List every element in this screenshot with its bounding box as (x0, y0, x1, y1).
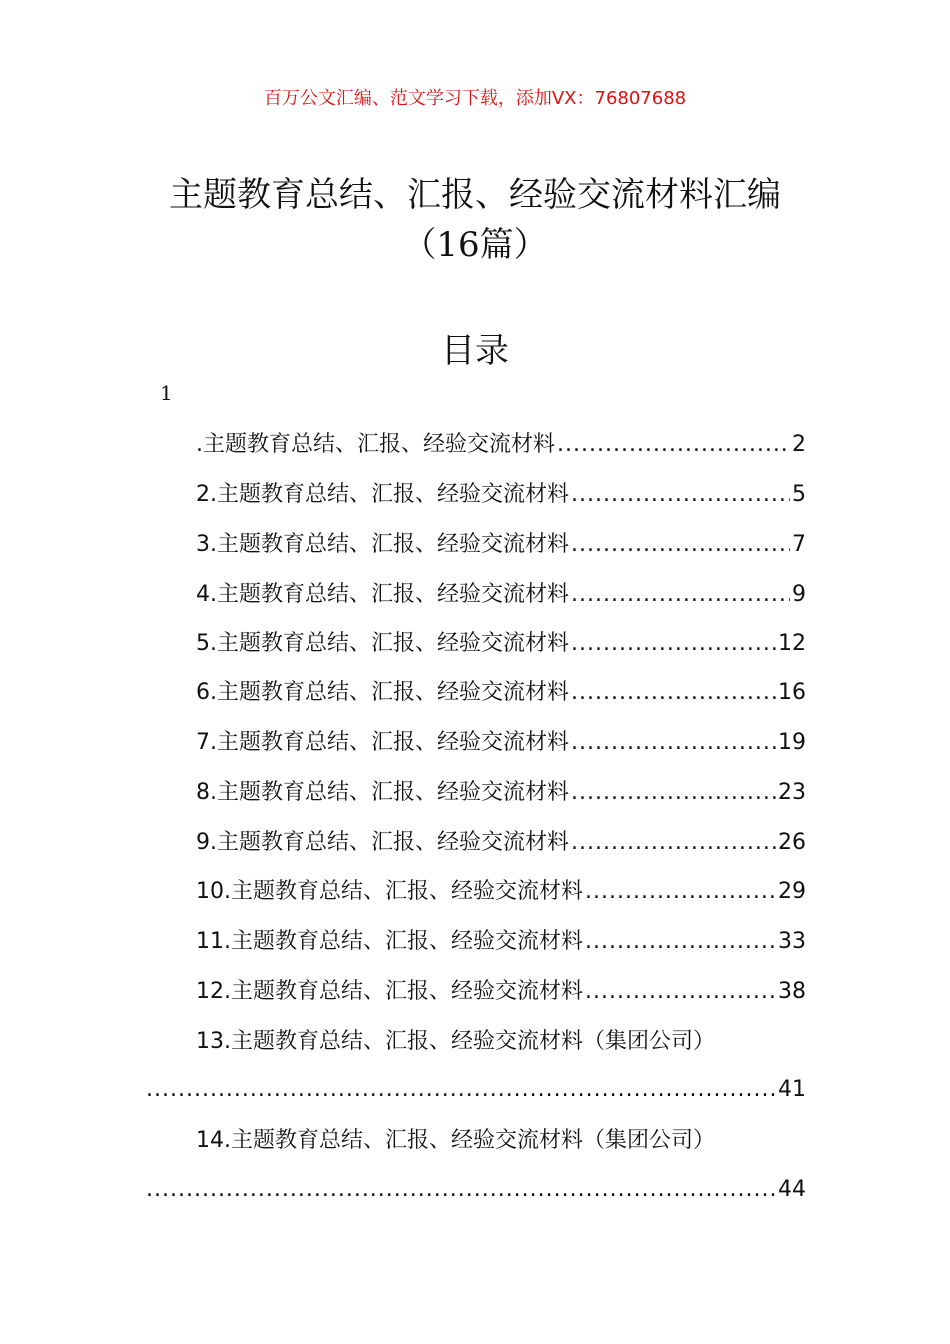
toc-entry-continuation[interactable] (146, 1075, 806, 1105)
toc-entry-page: 9 (792, 582, 806, 607)
toc-entry-page: 12 (778, 631, 806, 656)
toc-entry-label: 11.主题教育总结、汇报、经验交流材料 (196, 929, 583, 954)
toc-entry-label: 8.主题教育总结、汇报、经验交流材料 (196, 780, 569, 805)
toc-entry-label: 12.主题教育总结、汇报、经验交流材料 (196, 979, 583, 1004)
title-line-1: 主题教育总结、汇报、经验交流材料汇编 (169, 175, 781, 215)
toc-leader-dots (585, 877, 776, 907)
toc-leader-dots (571, 530, 790, 560)
download-banner: 百万公文汇编、范文学习下载，添加VX：76807688 (263, 88, 687, 109)
toc-entry-label[interactable]: 14.主题教育总结、汇报、经验交流材料（集团公司） (196, 1128, 715, 1153)
toc-entry-label: .主题教育总结、汇报、经验交流材料 (196, 432, 555, 457)
toc-entry-page: 23 (778, 780, 806, 805)
toc-heading: 目录 (441, 331, 509, 371)
toc-entry-page: 5 (792, 482, 806, 507)
toc-entry[interactable] (196, 877, 806, 907)
toc-entry-label: 3.主题教育总结、汇报、经验交流材料 (196, 532, 569, 557)
toc-entry[interactable] (196, 778, 806, 808)
toc-leader-dots (146, 1075, 776, 1105)
toc-entry[interactable] (196, 728, 806, 758)
toc-entry-page: 29 (778, 879, 806, 904)
document-title (0, 170, 950, 270)
toc-leader-dots (571, 480, 790, 510)
toc-entry-label: 9.主题教育总结、汇报、经验交流材料 (196, 830, 569, 855)
toc-leader-dots (571, 629, 776, 659)
title-line-2: （16篇） (402, 225, 548, 265)
toc-entry-page: 33 (778, 929, 806, 954)
toc-entry[interactable] (196, 629, 806, 659)
toc-entry-page: 19 (778, 730, 806, 755)
toc-leader-dots (585, 977, 776, 1007)
toc-entry-label[interactable]: 13.主题教育总结、汇报、经验交流材料（集团公司） (196, 1029, 715, 1054)
toc-entry-label: 4.主题教育总结、汇报、经验交流材料 (196, 582, 569, 607)
toc-leader-dots (571, 728, 776, 758)
toc-entry-continuation[interactable] (146, 1175, 806, 1205)
toc-entry-page: 2 (792, 432, 806, 457)
toc-leader-dots (557, 430, 790, 460)
toc-entry[interactable] (196, 977, 806, 1007)
toc-entry[interactable] (196, 828, 806, 858)
toc-leader-dots (146, 1175, 776, 1205)
toc-entry-page: 26 (778, 830, 806, 855)
toc-entry[interactable] (196, 580, 806, 610)
toc-entry-page: 38 (778, 979, 806, 1004)
toc-entry-page: 7 (792, 532, 806, 557)
toc-leader-dots (571, 828, 776, 858)
toc-entry[interactable] (196, 480, 806, 510)
toc-entry[interactable] (196, 927, 806, 957)
toc-lead-number: 1 (160, 381, 173, 405)
toc-entry-page: 41 (778, 1077, 806, 1102)
toc-leader-dots (571, 778, 776, 808)
toc-leader-dots (571, 580, 790, 610)
toc-leader-dots (571, 678, 776, 708)
toc-entry[interactable] (196, 430, 806, 460)
toc-entry-label: 2.主题教育总结、汇报、经验交流材料 (196, 482, 569, 507)
toc-entry[interactable] (196, 530, 806, 560)
toc-entry-page: 44 (778, 1177, 806, 1202)
toc-leader-dots (585, 927, 776, 957)
toc-entry-label: 7.主题教育总结、汇报、经验交流材料 (196, 730, 569, 755)
toc-entry[interactable] (196, 678, 806, 708)
toc-entry-page: 16 (778, 680, 806, 705)
toc-entry-label: 6.主题教育总结、汇报、经验交流材料 (196, 680, 569, 705)
toc-entry-label: 5.主题教育总结、汇报、经验交流材料 (196, 631, 569, 656)
toc-entry-label: 10.主题教育总结、汇报、经验交流材料 (196, 879, 583, 904)
